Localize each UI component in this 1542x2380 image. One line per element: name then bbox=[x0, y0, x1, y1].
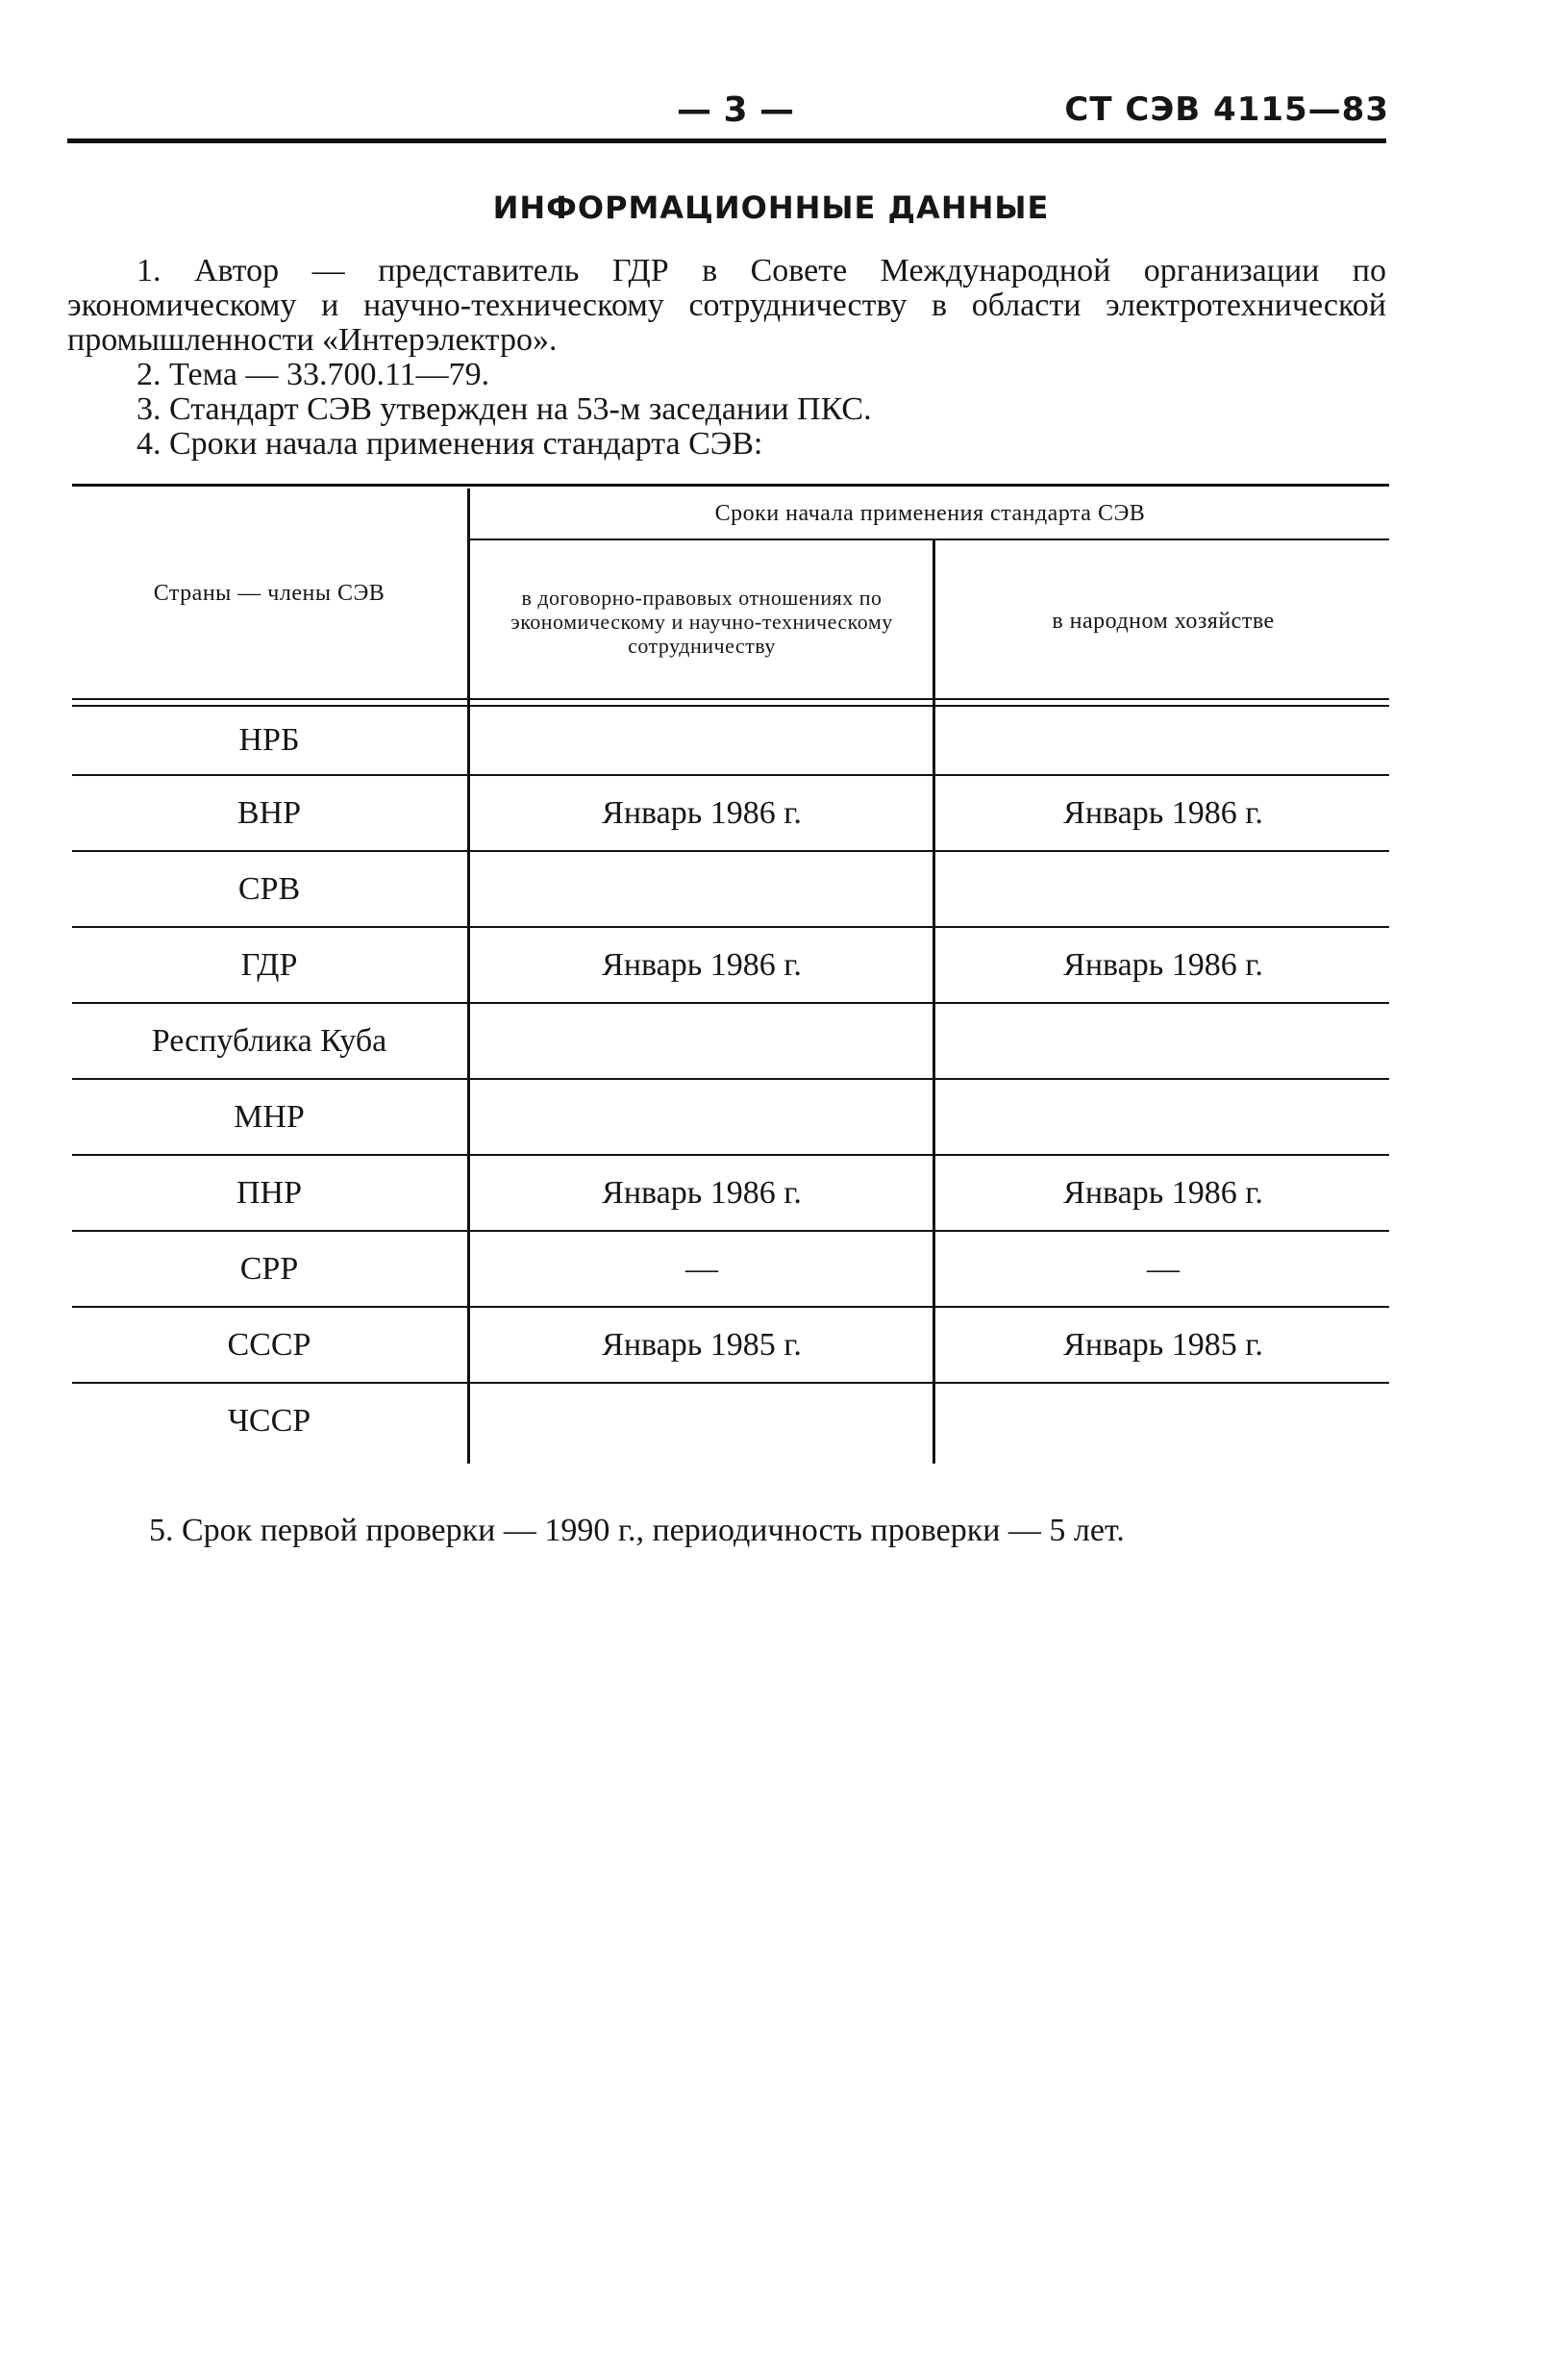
header-double-rule-top bbox=[72, 698, 1389, 700]
row-economy-date bbox=[937, 1384, 1389, 1458]
info-list bbox=[67, 254, 1386, 462]
row-country: СССР bbox=[227, 1326, 311, 1363]
row-economy-date: — bbox=[1147, 1250, 1180, 1287]
row-country: ПНР bbox=[236, 1174, 303, 1211]
row-economy-date: Январь 1985 г. bbox=[1063, 1326, 1263, 1363]
page-number: — 3 — bbox=[676, 90, 795, 130]
row-country: ВНР bbox=[236, 794, 302, 831]
row-economy-date: Январь 1986 г. bbox=[1063, 1174, 1263, 1211]
row-country: Республика Куба bbox=[151, 1022, 387, 1059]
info-item-topic: 2. Тема — 33.700.11—79. bbox=[137, 357, 490, 392]
row-contract-date: Январь 1986 г. bbox=[602, 794, 802, 831]
row-economy-date: Январь 1986 г. bbox=[1063, 946, 1263, 983]
row-economy-date: Январь 1986 г. bbox=[1063, 794, 1263, 831]
row-contract-date bbox=[471, 1080, 933, 1154]
header-rule bbox=[67, 138, 1386, 143]
header-contract: в договорно-правовых отношениях по экономическому и научно-техническому сотрудничеству bbox=[510, 585, 893, 658]
review-period-note: 5. Срок первой проверки — 1990 г., периодичность проверки — 5 лет. bbox=[149, 1513, 1125, 1548]
row-economy-date bbox=[937, 1080, 1389, 1154]
row-economy-date bbox=[937, 1004, 1389, 1078]
row-country: МНР bbox=[234, 1098, 305, 1135]
row-contract-date bbox=[471, 852, 933, 926]
standard-code: СТ СЭВ 4115—83 bbox=[1064, 90, 1389, 129]
header-group: Сроки начала применения стандарта СЭВ bbox=[714, 501, 1146, 526]
document-heading: ИНФОРМАЦИОННЫЕ ДАННЫЕ bbox=[492, 189, 1050, 226]
row-contract-date bbox=[471, 1384, 933, 1458]
row-country: СРР bbox=[239, 1250, 299, 1287]
info-item-author: 1. Автор — представитель ГДР в Совете Международной организации по экономическому и научно-техническому сотрудничеству в области электротехнической промышленности «Интерэлектро». bbox=[67, 253, 1386, 358]
row-country: ГДР bbox=[240, 946, 298, 983]
row-economy-date bbox=[937, 707, 1389, 774]
row-economy-date bbox=[937, 852, 1389, 926]
row-country: СРВ bbox=[237, 870, 301, 907]
row-contract-date: Январь 1985 г. bbox=[602, 1326, 802, 1363]
info-item-dates: 4. Сроки начала применения стандарта СЭВ: bbox=[137, 426, 763, 462]
row-country: ЧССР bbox=[227, 1402, 311, 1439]
row-contract-date: — bbox=[685, 1250, 718, 1287]
header-group-rule bbox=[469, 539, 1389, 540]
header-economy: в народном хозяйстве bbox=[1052, 609, 1275, 634]
row-contract-date bbox=[471, 707, 933, 774]
row-contract-date: Январь 1986 г. bbox=[602, 1174, 802, 1211]
info-item-approval: 3. Стандарт СЭВ утвержден на 53-м заседании ПКС. bbox=[137, 391, 872, 427]
row-contract-date: Январь 1986 г. bbox=[602, 946, 802, 983]
table-top-rule bbox=[72, 484, 1389, 487]
row-contract-date bbox=[471, 1004, 933, 1078]
row-country: НРБ bbox=[238, 722, 300, 758]
header-countries: Страны — члены СЭВ bbox=[153, 581, 386, 606]
column-divider-1 bbox=[467, 489, 470, 1464]
